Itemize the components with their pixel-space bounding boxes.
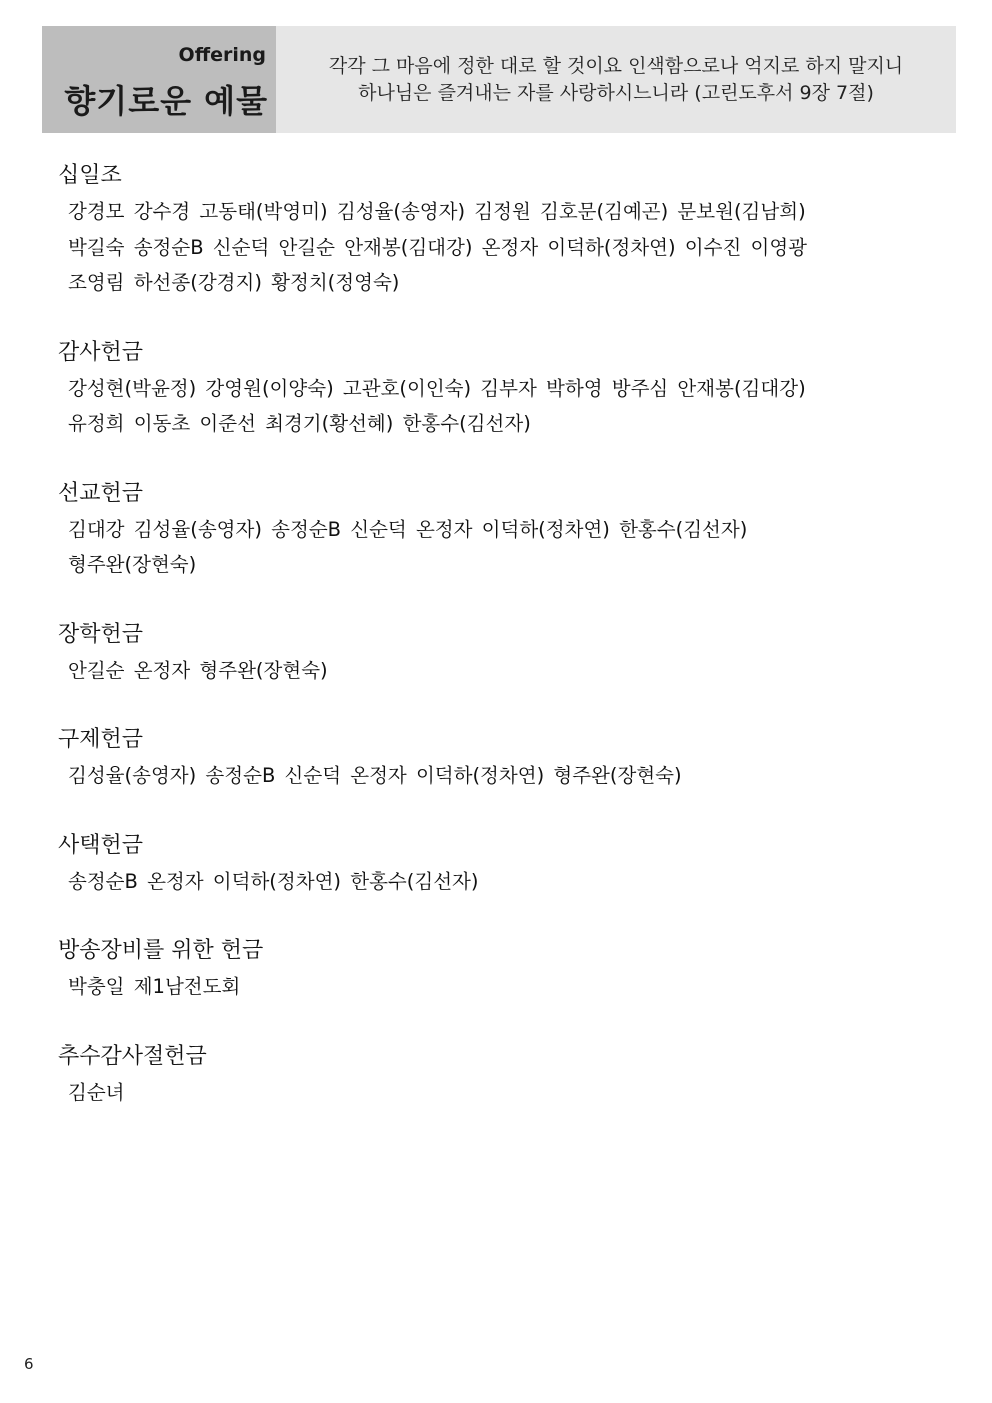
header-subtitle: Offering	[178, 44, 266, 66]
section-title: 추수감사절헌금	[58, 1043, 207, 1069]
offering-list	[58, 158, 938, 1144]
section-tithe	[58, 158, 938, 301]
donor-names	[58, 969, 938, 1005]
donor-names	[58, 758, 938, 794]
section-mission	[58, 476, 938, 583]
section-title: 사택헌금	[58, 832, 144, 858]
page-title: 향기로운 예물	[64, 82, 268, 120]
section-title: 방송장비를 위한 헌금	[58, 938, 264, 963]
donor-names	[58, 371, 938, 442]
section-title: 장학헌금	[58, 621, 144, 647]
section-title: 선교헌금	[58, 480, 144, 506]
page-number: 6	[24, 1355, 34, 1373]
donor-line: 박길숙 송정순B 신순덕 안길순 안재봉(김대강) 온정자 이덕하(정차연) 이수진 이영광	[68, 235, 808, 259]
section-broadcast-equipment	[58, 933, 938, 1005]
header-title-box	[42, 26, 276, 133]
donor-line: 김성율(송영자) 송정순B 신순덕 온정자 이덕하(정차연) 형주완(장현숙)	[68, 764, 682, 787]
section-harvest-thanksgiving	[58, 1039, 938, 1111]
donor-line: 강성현(박윤정) 강영원(이양숙) 고관호(이인숙) 김부자 박하영 방주심 안재봉(김대강)	[68, 376, 806, 400]
section-scholarship	[58, 617, 938, 689]
donor-names	[58, 864, 938, 900]
donor-names	[58, 512, 938, 583]
verse-line-2: 하나님은 즐겨내는 자를 사랑하시느니라 (고린도후서 9장 7절)	[358, 81, 874, 104]
donor-line: 송정순B 온정자 이덕하(정차연) 한홍수(김선자)	[68, 869, 479, 893]
section-parsonage	[58, 828, 938, 900]
donor-line: 안길순 온정자 형주완(장현숙)	[68, 658, 328, 682]
donor-line: 강경모 강수경 고동태(박영미) 김성율(송영자) 김정원 김호문(김예곤) 문보원(김남희)	[68, 200, 806, 223]
donor-line: 김대강 김성율(송영자) 송정순B 신순덕 온정자 이덕하(정차연) 한홍수(김선자)	[68, 517, 748, 541]
donor-line: 조영림 하선종(강경지) 황정치(정영숙)	[68, 271, 400, 294]
scripture-verse	[276, 26, 956, 133]
donor-line: 박충일 제1남전도회	[68, 975, 241, 998]
section-title: 감사헌금	[58, 339, 144, 365]
donor-names	[58, 194, 938, 301]
offering-header	[42, 26, 956, 133]
section-thanksgiving	[58, 335, 938, 442]
donor-line: 형주완(장현숙)	[68, 553, 197, 576]
section-title: 십일조	[58, 163, 122, 188]
section-title: 구제헌금	[58, 727, 144, 752]
donor-line: 유정희 이동초 이준선 최경기(황선혜) 한홍수(김선자)	[68, 412, 531, 435]
donor-names	[58, 1075, 938, 1111]
verse-line-1: 각각 그 마음에 정한 대로 할 것이요 인색함으로나 억지로 하지 말지니	[328, 54, 904, 77]
section-relief	[58, 722, 938, 794]
donor-line: 김순녀	[68, 1080, 125, 1104]
donor-names	[58, 653, 938, 689]
